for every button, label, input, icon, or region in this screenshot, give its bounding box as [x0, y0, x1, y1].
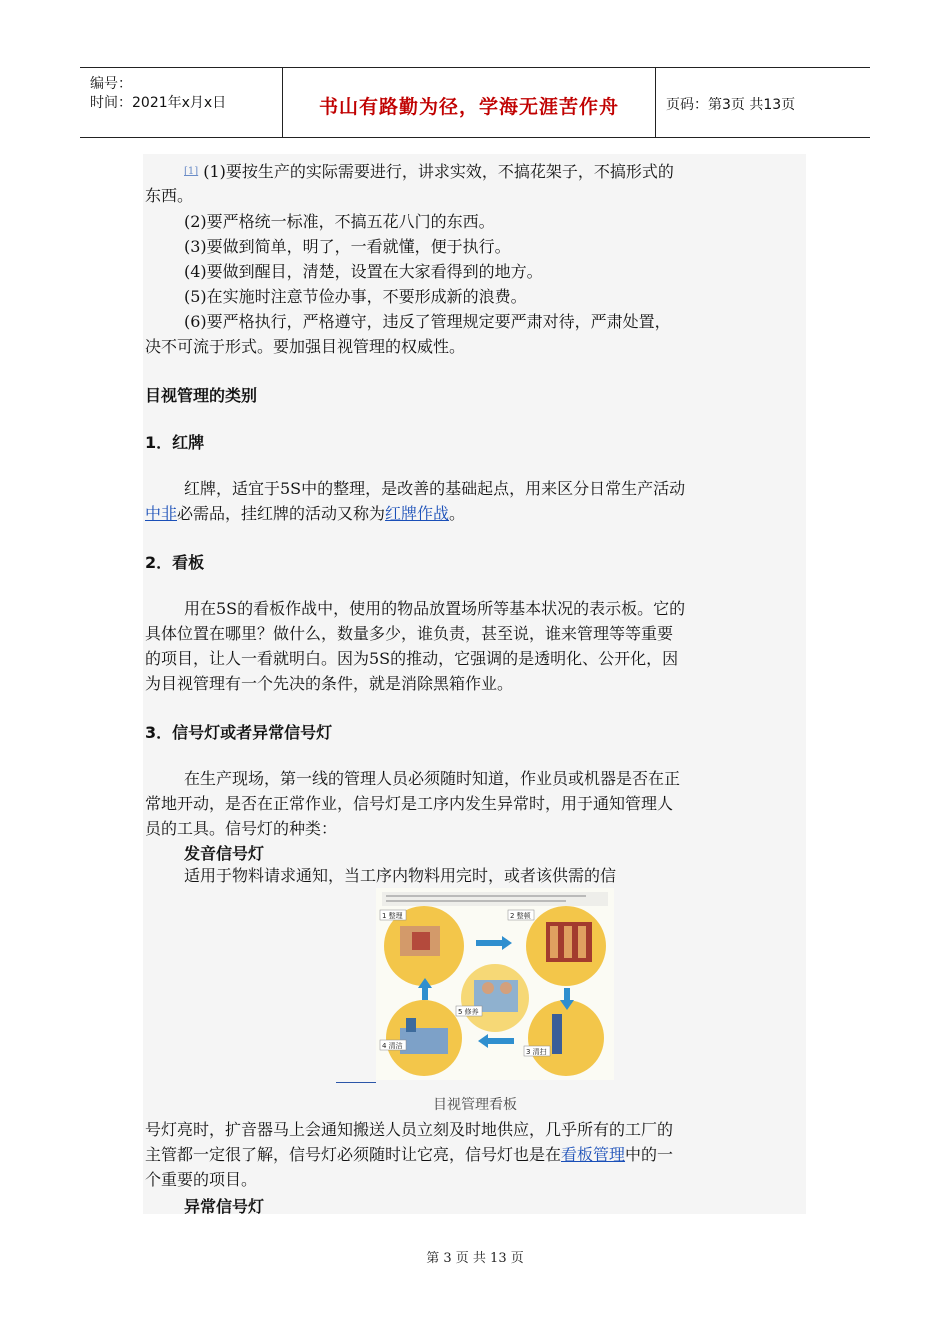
paragraph-6-line-1: (6)要严格执行，严格遵守，违反了管理规定要严肃对待，严肃处置， — [184, 312, 671, 331]
page-info: 页码：第3页 共13页 — [666, 97, 796, 113]
kanban-line-1: 用在5S的看板作战中，使用的物品放置场所等基本状况的表示板。它的 — [184, 599, 686, 618]
heading-kanban: 2．看板 — [145, 553, 205, 572]
motto: 书山有路勤为径，学海无涯苦作舟 — [318, 96, 619, 118]
link-red-tag-campaign[interactable]: 红牌作战 — [385, 504, 450, 523]
label-3: 3 清扫 — [526, 1048, 547, 1056]
paragraph-2: (2)要严格统一标准，不搞五花八门的东西。 — [184, 212, 495, 231]
heading-signal-light: 3．信号灯或者异常信号灯 — [145, 723, 333, 742]
sound-signal-text: 适用于物料请求通知，当工序内物料用完时，或者该供需的信 — [184, 866, 617, 885]
page-footer: 第 3 页 共 13 页 — [426, 1251, 524, 1266]
link-zhongfei[interactable]: 中非 — [145, 504, 178, 523]
image-link-underline — [336, 1082, 376, 1083]
kanban-illustration — [376, 888, 614, 1080]
subheading-sound-signal: 发音信号灯 — [184, 844, 265, 863]
header-center-cell — [283, 68, 656, 137]
kanban-line-4: 为目视管理有一个先决的条件，就是消除黑箱作业。 — [145, 674, 514, 693]
section-title: 目视管理的类别 — [145, 386, 258, 405]
page-header — [80, 67, 870, 138]
header-right-cell — [656, 68, 870, 137]
signal-line-3: 员的工具。信号灯的种类： — [145, 819, 338, 838]
footnote-link[interactable]: [1] — [184, 166, 199, 177]
paragraph-1-line-2: 东西。 — [145, 186, 194, 205]
subheading-abnormal-signal: 异常信号灯 — [184, 1197, 265, 1216]
kanban-line-2: 具体位置在哪里？做什么，数量多少，谁负责，甚至说，谁来管理等等重要 — [145, 624, 674, 643]
label-5: 5 修养 — [458, 1008, 479, 1016]
header-left-cell — [80, 68, 283, 137]
date-line: 时间：2021年x月x日 — [90, 95, 227, 111]
after-image-line-2: 主管都一定很了解，信号灯必须随时让它亮，信号灯也是在看板管理中的一 — [145, 1145, 674, 1164]
paragraph-4: (4)要做到醒目，清楚，设置在大家看得到的地方。 — [184, 262, 543, 281]
label-1: 1 整理 — [382, 912, 403, 920]
label-4: 4 清洁 — [382, 1042, 403, 1050]
paragraph-5: (5)在实施时注意节俭办事，不要形成新的浪费。 — [184, 287, 527, 306]
signal-line-2: 常地开动，是否在正常作业，信号灯是工序内发生异常时，用于通知管理人 — [145, 794, 674, 813]
five-s-cycle-graphic — [376, 888, 614, 1080]
after-image-line-1: 号灯亮时，扩音器马上会通知搬送人员立刻及时地供应，几乎所有的工厂的 — [145, 1120, 674, 1139]
after-image-line-3: 个重要的项目。 — [145, 1170, 258, 1189]
link-kanban-management[interactable]: 看板管理 — [561, 1145, 626, 1164]
red-tag-line-2: 中非必需品，挂红牌的活动又称为红牌作战。 — [145, 504, 466, 523]
paragraph-1-line-1: [1] (1)要按生产的实际需要进行，讲求实效，不搞花架子，不搞形式的 — [184, 162, 674, 181]
heading-red-tag: 1．红牌 — [145, 433, 205, 452]
red-tag-line-1: 红牌，适宜于5S中的整理，是改善的基础起点，用来区分日常生产活动 — [184, 479, 686, 498]
paragraph-3: (3)要做到简单，明了，一看就懂，便于执行。 — [184, 237, 511, 256]
doc-number-label: 编号： — [90, 76, 132, 92]
kanban-line-3: 的项目，让人一看就明白。因为5S的推动，它强调的是透明化、公开化，因 — [145, 649, 679, 668]
paragraph-6-line-2: 决不可流于形式。要加强目视管理的权威性。 — [145, 337, 466, 356]
label-2: 2 整顿 — [510, 912, 531, 920]
image-caption: 目视管理看板 — [433, 1097, 517, 1113]
signal-line-1: 在生产现场，第一线的管理人员必须随时知道，作业员或机器是否在正 — [184, 769, 681, 788]
